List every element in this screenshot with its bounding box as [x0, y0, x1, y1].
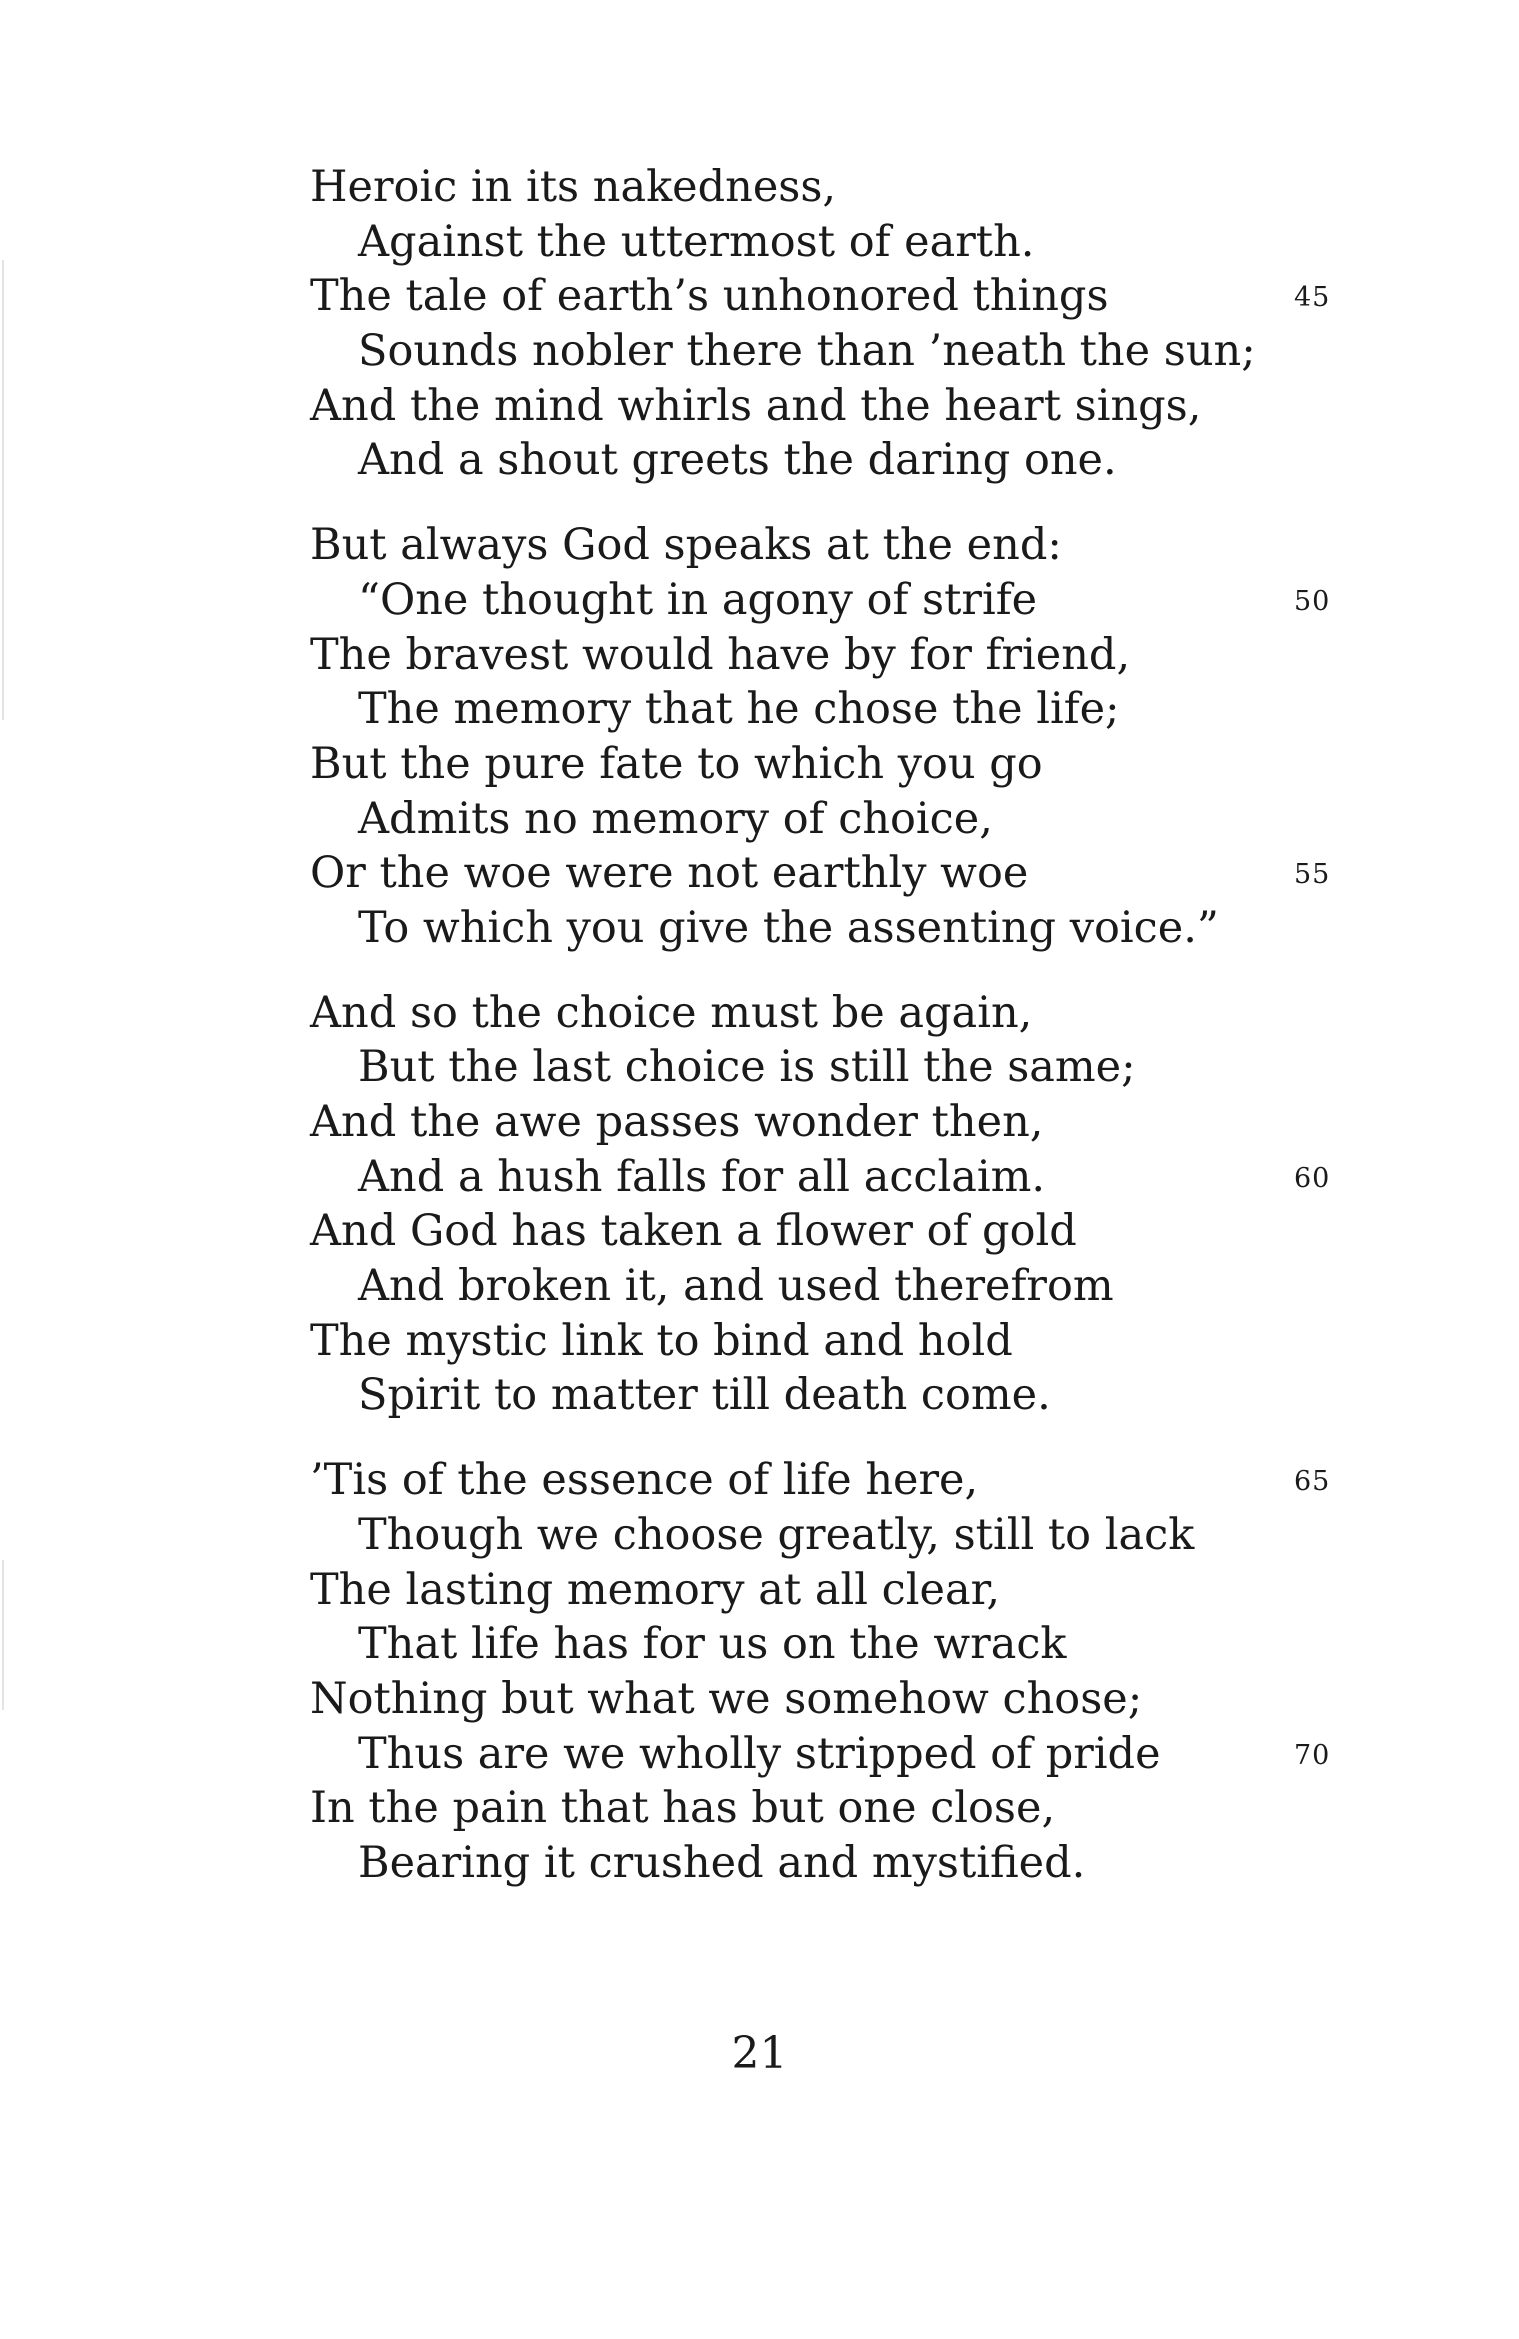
verse-line-text: But the pure fate to which you go — [310, 738, 1043, 789]
verse-line-text: And a hush falls for all acclaim. — [358, 1151, 1046, 1202]
verse-line — [310, 1617, 1370, 1672]
verse-line — [310, 1563, 1370, 1618]
verse-line — [310, 573, 1370, 628]
verse-line — [310, 792, 1370, 847]
verse-line-text: And the awe passes wonder then, — [310, 1097, 1044, 1147]
verse-line-text: And the mind whirls and the heart sings, — [310, 380, 1202, 431]
verse-line-text: But always God speaks at the end: — [310, 520, 1062, 571]
stanza — [310, 160, 1370, 488]
line-number: 50 — [1294, 585, 1331, 617]
verse-line — [310, 324, 1370, 379]
scan-margin-shadow — [2, 1560, 4, 1710]
verse-line-text: Against the uttermost of earth. — [358, 216, 1035, 267]
verse-line-text: The mystic link to bind and hold — [310, 1315, 1013, 1366]
verse-line — [310, 846, 1370, 901]
verse-line — [310, 1204, 1370, 1259]
verse-line-text: That life has for us on the wrack — [358, 1619, 1067, 1670]
verse-line-text: Sounds nobler there than ’neath the sun; — [358, 326, 1256, 377]
verse-line — [310, 1672, 1370, 1727]
verse-line — [310, 1314, 1370, 1369]
verse-line-text: “One thought in agony of strife — [358, 574, 1038, 625]
verse-line-text: ’Tis of the essence of life here, — [310, 1455, 979, 1506]
verse-line-text: Or the woe were not earthly woe — [310, 848, 1029, 899]
scan-margin-shadow — [2, 260, 4, 720]
verse-line-text: Spirit to matter till death come. — [358, 1370, 1051, 1421]
verse-line-text: The tale of earth’s unhonored things — [310, 271, 1109, 322]
verse-line-text: But the last choice is still the same; — [358, 1042, 1136, 1093]
verse-line — [310, 986, 1370, 1041]
stanza — [310, 1453, 1370, 1891]
verse-line — [310, 1836, 1370, 1891]
verse-line — [310, 1259, 1370, 1314]
verse-line-text: The memory that he chose the life; — [358, 684, 1120, 735]
verse-line — [310, 518, 1370, 573]
verse-line — [310, 1368, 1370, 1423]
verse-line — [310, 269, 1370, 324]
poem-body — [310, 160, 1370, 1921]
verse-line — [310, 1727, 1370, 1782]
verse-line-text: And a shout greets the daring one. — [358, 435, 1117, 486]
verse-line-text: Thus are we wholly stripped of pride — [358, 1728, 1161, 1779]
verse-line-text: Though we choose greatly, still to lack — [358, 1509, 1195, 1560]
line-number: 55 — [1294, 859, 1331, 891]
verse-line — [310, 1781, 1370, 1836]
verse-line — [310, 1150, 1370, 1205]
line-number: 60 — [1294, 1162, 1331, 1194]
verse-line-text: Nothing but what we somehow chose; — [310, 1673, 1143, 1724]
verse-line-text: The lasting memory at all clear, — [310, 1564, 1001, 1615]
verse-line-text: And so the choice must be again, — [310, 987, 1033, 1038]
page-number: 21 — [731, 2028, 788, 2079]
verse-line — [310, 1508, 1370, 1563]
line-number: 65 — [1294, 1466, 1331, 1498]
verse-line — [310, 737, 1370, 792]
verse-line-text: The bravest would have by for friend, — [310, 629, 1131, 680]
verse-line-text: Admits no memory of choice, — [358, 793, 993, 844]
verse-line-text: Bearing it crushed and mystified. — [358, 1837, 1086, 1888]
verse-line — [310, 1453, 1370, 1508]
verse-line — [310, 160, 1370, 215]
verse-line — [310, 433, 1370, 488]
verse-line — [310, 1040, 1370, 1095]
verse-line — [310, 682, 1370, 737]
verse-line-text: In the pain that has but one close, — [310, 1783, 1056, 1834]
verse-line-text: Heroic in its nakedness, — [310, 162, 837, 212]
stanza — [310, 986, 1370, 1424]
verse-line — [310, 628, 1370, 683]
line-number: 70 — [1294, 1739, 1331, 1771]
stanza — [310, 518, 1370, 956]
verse-line-text: And God has taken a flower of gold — [310, 1206, 1077, 1257]
verse-line — [310, 215, 1370, 270]
verse-line-text: To which you give the assenting voice.” — [358, 902, 1219, 953]
verse-line-text: And broken it, and used therefrom — [358, 1261, 1114, 1312]
verse-line — [310, 901, 1370, 956]
line-number: 45 — [1294, 282, 1331, 314]
verse-line — [310, 379, 1370, 434]
verse-line — [310, 1095, 1370, 1150]
